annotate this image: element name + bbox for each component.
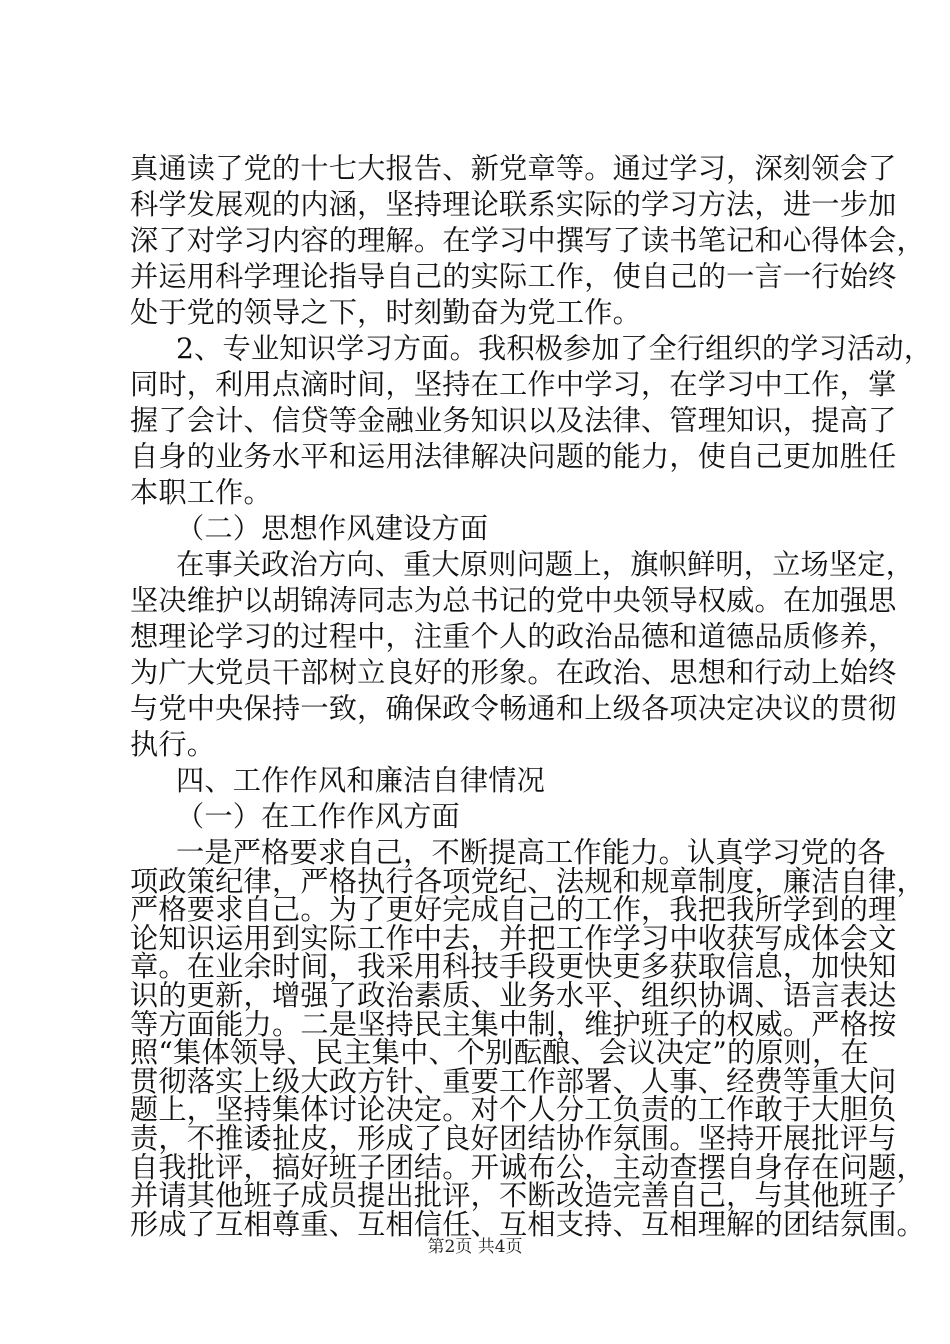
paragraph-line: 项政策纪律，严格执行各项党纪、法规和规章制度，廉洁自律， [130, 864, 925, 898]
paragraph-line: 形成了互相尊重、互相信任、互相支持、互相理解的团结氛围。 [130, 1207, 925, 1241]
paragraph-line: 握了会计、信贷等金融业务知识以及法律、管理知识，提高了 [130, 404, 897, 437]
paragraph-line: 真通读了党的十七大报告、新党章等。通过学习，深刻领会了 [130, 152, 897, 185]
paragraph-line: 自身的业务水平和运用法律解决问题的能力，使自己更加胜任 [130, 440, 897, 473]
paragraph-line: 执行。 [130, 728, 216, 761]
paragraph-line: 2、专业知识学习方面。我积极参加了全行组织的学习活动， [176, 332, 933, 365]
paragraph-line: 深了对学习内容的理解。在学习中撰写了读书笔记和心得体会， [130, 224, 925, 257]
section-heading-line: 四、工作作风和廉洁自律情况 [176, 764, 546, 797]
paragraph-line: 与党中央保持一致，确保政令畅通和上级各项决定决议的贯彻 [130, 692, 897, 725]
paragraph-line: 同时，利用点滴时间，坚持在工作中学习，在学习中工作，掌 [130, 368, 897, 401]
paragraph-line: 处于党的领导之下，时刻勤奋为党工作。 [130, 296, 641, 329]
paragraph-line: 贯彻落实上级大政方针、重要工作部署、人事、经费等重大问 [130, 1064, 897, 1098]
paragraph-line: 论知识运用到实际工作中去，并把工作学习中收获写成体会文 [130, 921, 897, 955]
paragraph-line: 科学发展观的内涵，坚持理论联系实际的学习方法，进一步加 [130, 188, 897, 221]
paragraph-line: 并请其他班子成员提出批评，不断改造完善自己，与其他班子 [130, 1179, 897, 1213]
paragraph-line: 章。在业余时间，我采用科技手段更快更多获取信息，加快知 [130, 950, 897, 984]
section-heading-line: （一）在工作作风方面 [176, 800, 460, 833]
section-heading-line: （二）思想作风建设方面 [176, 512, 489, 545]
paragraph-line: 一是严格要求自己，不断提高工作能力。认真学习党的各 [176, 836, 886, 869]
page-footer: 第2页 共4页 [427, 1237, 523, 1257]
paragraph-line: 照“集体领导、民主集中、个别酝酿、会议决定”的原则，在 [130, 1036, 869, 1070]
paragraph-line: 想理论学习的过程中，注重个人的政治品德和道德品质修养， [130, 620, 897, 653]
paragraph-line: 自我批评，搞好班子团结。开诚布公，主动查摆自身存在问题， [130, 1150, 925, 1184]
paragraph-line: 题上，坚持集体讨论决定。对个人分工负责的工作敢于大胆负 [130, 1093, 897, 1127]
paragraph-line: 坚决维护以胡锦涛同志为总书记的党中央领导权威。在加强思 [130, 584, 897, 617]
paragraph-line: 在事关政治方向、重大原则问题上，旗帜鲜明，立场坚定， [176, 548, 915, 581]
paragraph-line: 责，不推诿扯皮，形成了良好团结协作氛围。坚持开展批评与 [130, 1122, 897, 1155]
paragraph-line: 严格要求自己。为了更好完成自己的工作，我把我所学到的理 [130, 893, 897, 927]
paragraph-line: 并运用科学理论指导自己的实际工作，使自己的一言一行始终 [130, 260, 897, 293]
paragraph-line: 为广大党员干部树立良好的形象。在政治、思想和行动上始终 [130, 656, 897, 689]
paragraph-line: 等方面能力。二是坚持民主集中制，维护班子的权威。严格按 [130, 1007, 897, 1041]
paragraph-line: 识的更新，增强了政治素质、业务水平、组织协调、语言表达 [130, 979, 897, 1012]
paragraph-line: 本职工作。 [130, 476, 272, 509]
